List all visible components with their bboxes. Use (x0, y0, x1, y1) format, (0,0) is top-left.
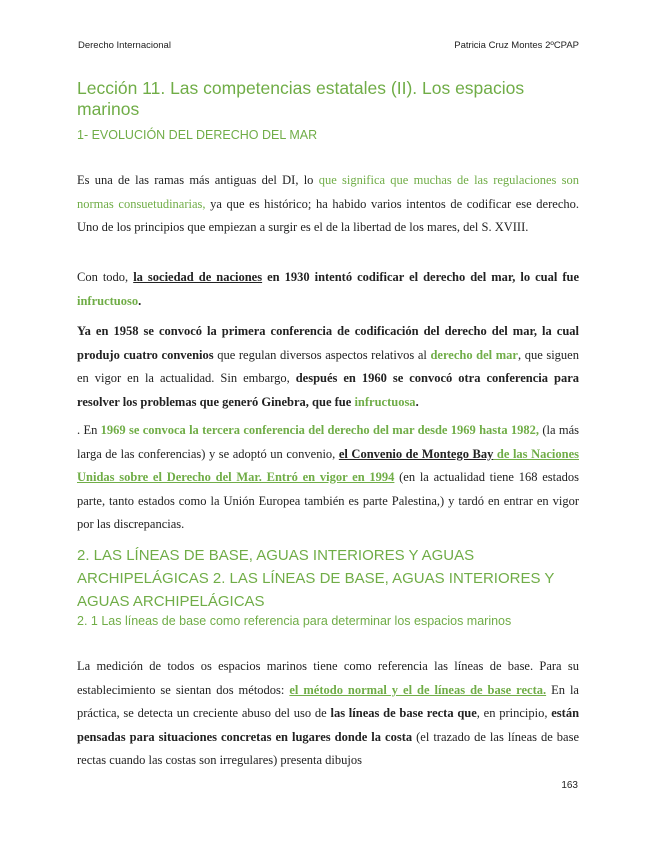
section-heading-1: 1- EVOLUCIÓN DEL DERECHO DEL MAR (77, 128, 318, 142)
p2-text-d: infructuoso (77, 293, 139, 308)
p3-text-e: después en 1960 se convocó otra conferencia para resolver los problemas que generó Ginebra, que fue (77, 371, 580, 409)
p3-text-a: Ya en 1958 se convocó la primera conferencia de codificación del derecho del mar, la cual produjo cuatro convenios (77, 324, 579, 362)
p5-text-a: La medición de todos os espacios marinos tiene como referencia las líneas de base. Para su establecimiento se sientan dos métodos: (77, 659, 579, 697)
section-heading-2: 2. LAS LÍNEAS DE BASE, AGUAS INTERIORES Y AGUAS ARCHIPELÁGICAS 2. LAS LÍNEAS DE BASE, AGUAS INTERIORES Y AGUAS ARCHIPELÁGICAS (77, 547, 555, 610)
p5-text-b: el método normal y el de líneas de base recta. (289, 682, 547, 697)
paragraph-3 (77, 320, 579, 414)
paragraph-2 (77, 266, 579, 313)
header-right: Patricia Cruz Montes 2ºCPAP (454, 40, 579, 51)
p4-text-c: (la más larga de las conferencias) y se adoptó un convenio, (77, 423, 579, 461)
p1-text-c: ya que es histórico; ha habido varios intentos de codificar ese derecho. Uno de los principios que empiezan a surgir es el de la libertad de los mares, del S. XVIII. (77, 196, 579, 234)
p2-text-a: Con todo, (77, 270, 134, 284)
p2-text-c: en 1930 intentó codificar el derecho del mar, lo cual fue (262, 270, 579, 284)
p4-text-f: (en la actualidad tiene 168 estados parte, tanto estados como la Unión Europea también es parte Palestina,) y tardó en entrar en vigor por las discrepancias. (77, 470, 579, 531)
page-number: 163 (561, 780, 578, 791)
p3-text-f: infructuosa (354, 394, 416, 409)
p4-text-d: el Convenio de Montego Bay (338, 446, 494, 461)
p4-text-e: de las Naciones Unidas sobre el Derecho del Mar. Entró en vigor en 1994 (77, 446, 579, 484)
p5-text-g: (el trazado de las líneas de base rectas cuando las costas son irregulares) presenta dibujos (77, 729, 580, 767)
p5-text-c: En la práctica, se detecta un creciente abuso del uso de (77, 682, 579, 720)
p3-text-c: derecho del mar (430, 347, 518, 362)
p4-text-a: . En (77, 423, 101, 437)
p3-text-g: . (415, 394, 419, 409)
p4-text-b: 1969 se convoca la tercera conferencia del derecho del mar desde 1969 hasta 1982, (100, 423, 540, 437)
page-title: Lección 11. Las competencias estatales (II). Los espacios marinos (77, 78, 525, 119)
p5-text-e: , en principio, (476, 706, 552, 720)
paragraph-5 (77, 655, 579, 773)
p2-text-e: . (138, 293, 142, 308)
p2-text-b: la sociedad de naciones (133, 270, 263, 284)
p5-text-d: las líneas de base recta que (330, 706, 477, 720)
p1-text-a: Es una de las ramas más antiguas del DI, lo (77, 173, 319, 187)
header-left: Derecho Internacional (78, 40, 171, 51)
p3-text-b: que regulan diversos aspectos relativos al (213, 347, 431, 362)
paragraph-1 (77, 169, 579, 240)
p5-text-f: están pensadas para situaciones concretas en lugares donde la costa (77, 706, 580, 744)
subsection-heading: 2. 1 Las líneas de base como referencia para determinar los espacios marinos (77, 614, 512, 628)
paragraph-4 (77, 419, 579, 537)
p1-text-b: que significa que muchas de las regulaciones son normas consuetudinarias, (77, 173, 579, 211)
p3-text-d: , que siguen en vigor en la actualidad. Sin embargo, (77, 347, 579, 385)
